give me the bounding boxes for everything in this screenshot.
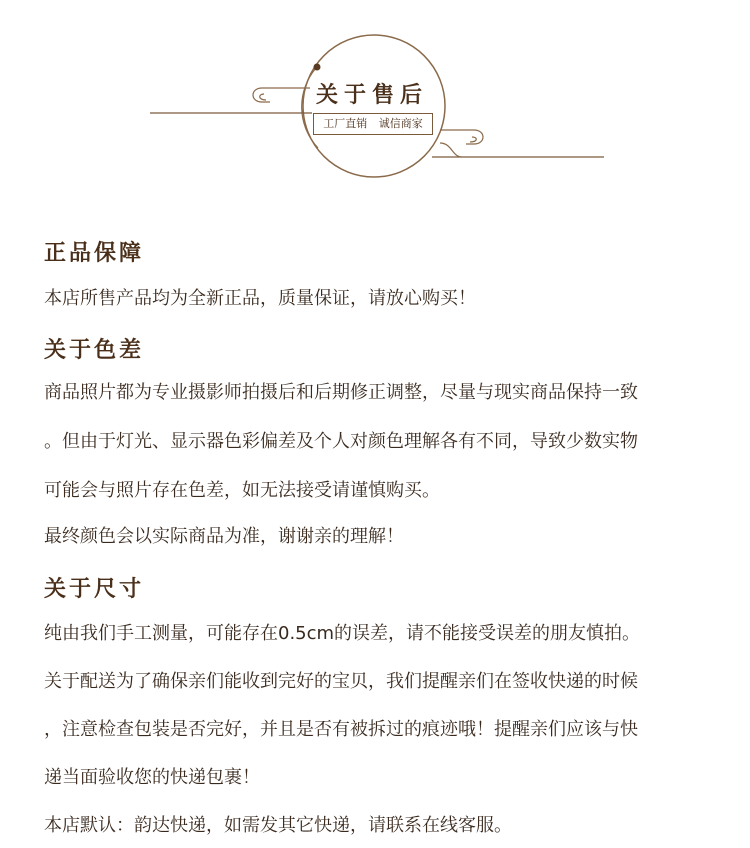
color-line-4: 最终颜色会以实际商品为准，谢谢亲的理解！ [44,526,404,547]
badge-subtitle [313,113,433,135]
badge-sub-right: 诚信商家 [378,117,423,130]
right-cloud [440,130,483,144]
section-title-color: 关于色差 [44,337,145,363]
size-line-2: 关于配送为了确保亲们能收到完好的宝贝，我们提醒亲们在签收快递的时候 [44,671,638,692]
size-line-1: 纯由我们手工测量，可能存在0.5cm的误差，请不能接受误差的朋友慎拍。 [44,623,641,644]
badge-dot [314,64,321,71]
color-line-3: 可能会与照片存在色差，如无法接受请谨慎购买。 [44,480,440,501]
section-title-quality: 正品保障 [44,240,145,266]
size-line-4: 递当面验收您的快递包裹！ [44,767,260,788]
size-line-5: 本店默认：韵达快递，如需发其它快递，请联系在线客服。 [44,815,512,836]
size-line-3: ，注意检查包装是否完好，并且是否有被拆过的痕迹哦！提醒亲们应该与快 [44,719,638,740]
right-cloud-tail [440,143,462,157]
page-title: 关于售后 [316,82,429,108]
section-title-size: 关于尺寸 [44,576,145,602]
badge-sub-left: 工厂直销 [323,117,368,130]
quality-line-1: 本店所售产品均为全新正品，质量保证，请放心购买！ [44,288,476,309]
color-line-2: 。但由于灯光、显示器色彩偏差及个人对颜色理解各有不同，导致少数实物 [44,431,638,452]
color-line-1: 商品照片都为专业摄影师拍摄后和后期修正调整，尽量与现实商品保持一致 [44,382,638,403]
